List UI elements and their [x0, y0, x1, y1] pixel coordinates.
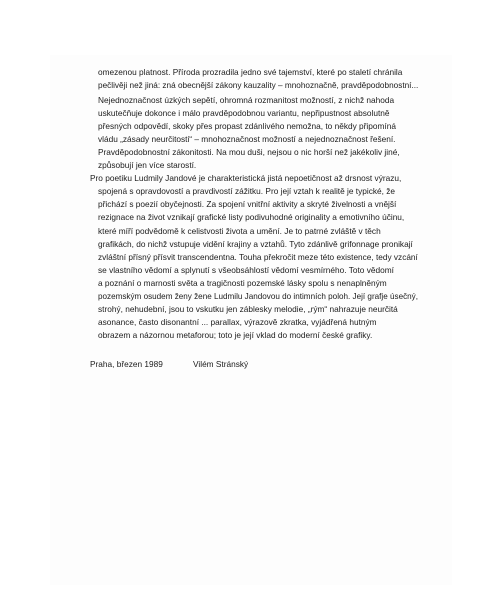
body-line: pečlivěji než jiná: zná obecnější zákony kauzality – mnohoznačně, pravděpodobnostní...: [98, 80, 419, 90]
body-line: a poznání o marnosti světa a tragičnosti pozemské lásky spolu s nenaplněným: [98, 278, 387, 288]
body-line: Nejednoznačnost úzkých sepětí, ohromná rozmanitost možností, z nichž nahoda: [98, 95, 395, 105]
body-line: pozemským osudem ženy žene Ludmilu Jandovou do intimních poloh. Její grafje úsečný,: [98, 291, 418, 301]
body-line: strohý, nehudební, jsou to vskutku jen záblesky melodie, „rým“ nahrazuje neurčitá: [98, 304, 398, 314]
signature-place-date: Praha, březen 1989: [90, 359, 163, 369]
body-line: asonance, často disonantní ... parallax, výrazově zkratka, vyjádřená hutným: [98, 317, 377, 327]
body-line: které míří podvědomě k celistvosti života a umění. Je to patrné zvláště v těch: [98, 226, 381, 236]
body-line: zvláštní přísný přísvit transcendentna. Touha překročit meze této existence, tedy vzcání: [98, 252, 418, 262]
signature-author: Vilém Stránský: [193, 359, 249, 369]
body-line: uskutečňuje dokonce i málo pravděpodobnou variantu, nepřipustnost absolutně: [98, 108, 390, 118]
body-line: omezenou platnost. Příroda prozradila jedno své tajemství, které po staletí chránila: [98, 67, 403, 77]
body-line: Pravděpodobnostní zákonitosti. Na mou duši, nejsou o nic horší než jakékoliv jiné,: [98, 147, 400, 157]
body-line: přichází s poezií obyčejnosti. Za spojení vnitřní aktivity a skryté živelnosti a vnější: [98, 199, 397, 209]
body-line: rezignace na život vznikají grafické listy podivuhodné originality a emotivního účinu,: [98, 212, 405, 222]
body-line: způsobují jen více starostí.: [98, 160, 197, 170]
body-line: obrazem a názornou metaforou; toto je její vklad do moderní české grafiky.: [98, 330, 373, 340]
body-line: se vlastního vědomí a splynutí s všeobsáhlostí vědomí vesmírného. Toto vědomí: [98, 265, 394, 275]
body-line: vládu „zásady neurčitosti“ – mnohoznačnost možností a nejednoznačnost řešení.: [98, 134, 396, 144]
body-line: grafikách, do nichž vstupuje vidění krajiny a vztahů. Tyto zdánlivě grifonnage pronikají: [98, 239, 413, 249]
body-line: Pro poetiku Ludmily Jandové je charakteristická jistá nepoetičnost až drsnost výrazu,: [90, 173, 402, 183]
body-line: přesných odpovědí, skoky přes propast zdánlivého nemožna, to někdy připomíná: [98, 121, 396, 131]
body-line: spojená s opravdovostí a pravdivostí zážitku. Pro její vztah k realitě je typické, že: [98, 186, 395, 196]
